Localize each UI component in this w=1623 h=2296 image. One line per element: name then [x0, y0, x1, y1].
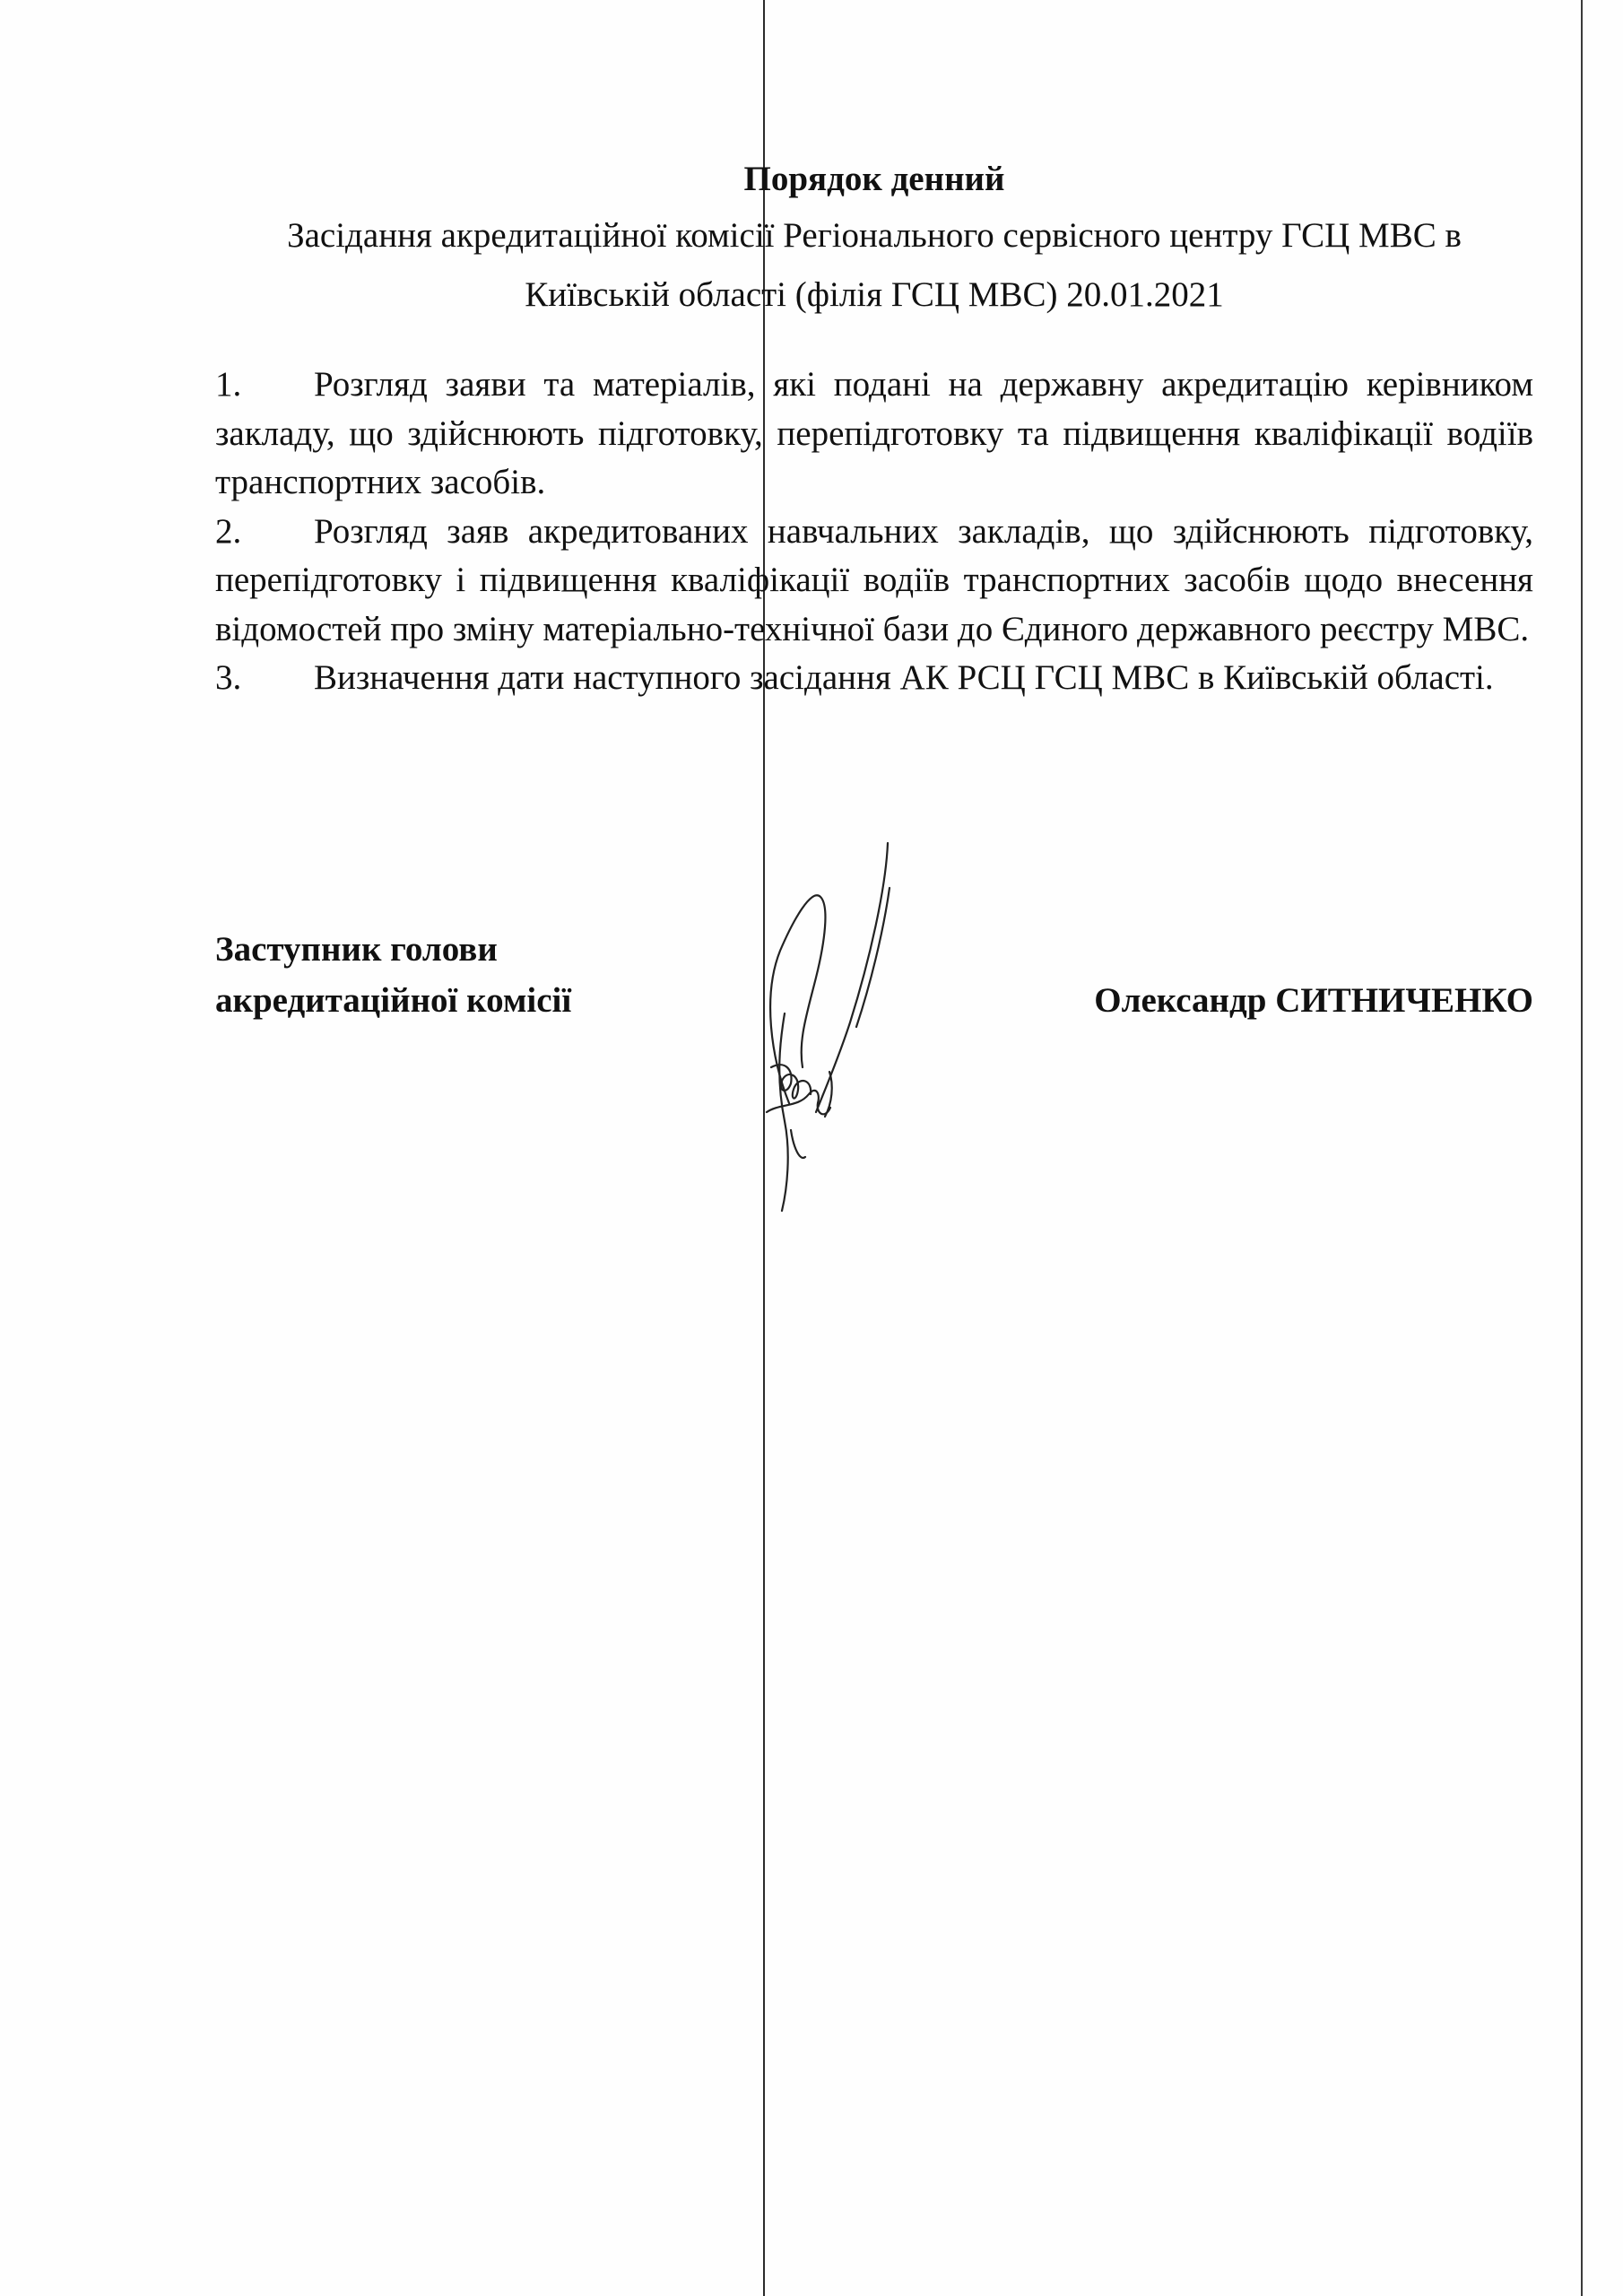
agenda-item-number: 2. [215, 511, 242, 551]
signature-block [215, 924, 1533, 1193]
document-title: Порядок денний [743, 160, 1005, 198]
agenda-item-text: Розгляд заяви та матеріалів, які подані на державну акредитацію керівником закладу, що здійснюють підготовку, перепідготовку та підвищення кваліфікації водіїв транспортних засобів. [215, 365, 1533, 501]
agenda-item-number: 3. [215, 658, 242, 697]
agenda-item-1 [215, 361, 1533, 508]
agenda-item-text: Визначення дати наступного засідання АК РСЦ ГСЦ МВС в Київській області. [314, 658, 1494, 697]
signer-position-line1: Заступник голови [215, 930, 498, 969]
signer-position-line2: акредитаційної комісії [215, 981, 572, 1020]
signer-position [215, 924, 571, 1026]
agenda-item-number: 1. [215, 365, 242, 404]
agenda-item-text: Розгляд заяв акредитованих навчальних закладів, що здійснюють підготовку, перепідготовку і підвищення кваліфікації водіїв транспортних засобів щодо внесення відомостей про зміну матеріально-технічної бази до Єдиного державного реєстру МВС. [215, 511, 1533, 648]
scan-artifact-line-right [1581, 0, 1583, 2296]
signer-name: Олександр СИТНИЧЕНКО [1094, 981, 1533, 1020]
agenda-item-2 [215, 508, 1533, 655]
document-subtitle-line1: Засідання акредитаційної комісії Регіонального сервісного центру ГСЦ МВС в [287, 216, 1462, 255]
document-subtitle-line2: Київській області (філія ГСЦ МВС) 20.01.2021 [525, 275, 1224, 314]
heading-block [215, 152, 1533, 325]
handwritten-signature-icon [735, 834, 968, 1229]
agenda-list [215, 361, 1533, 703]
agenda-item-3 [215, 654, 1533, 703]
